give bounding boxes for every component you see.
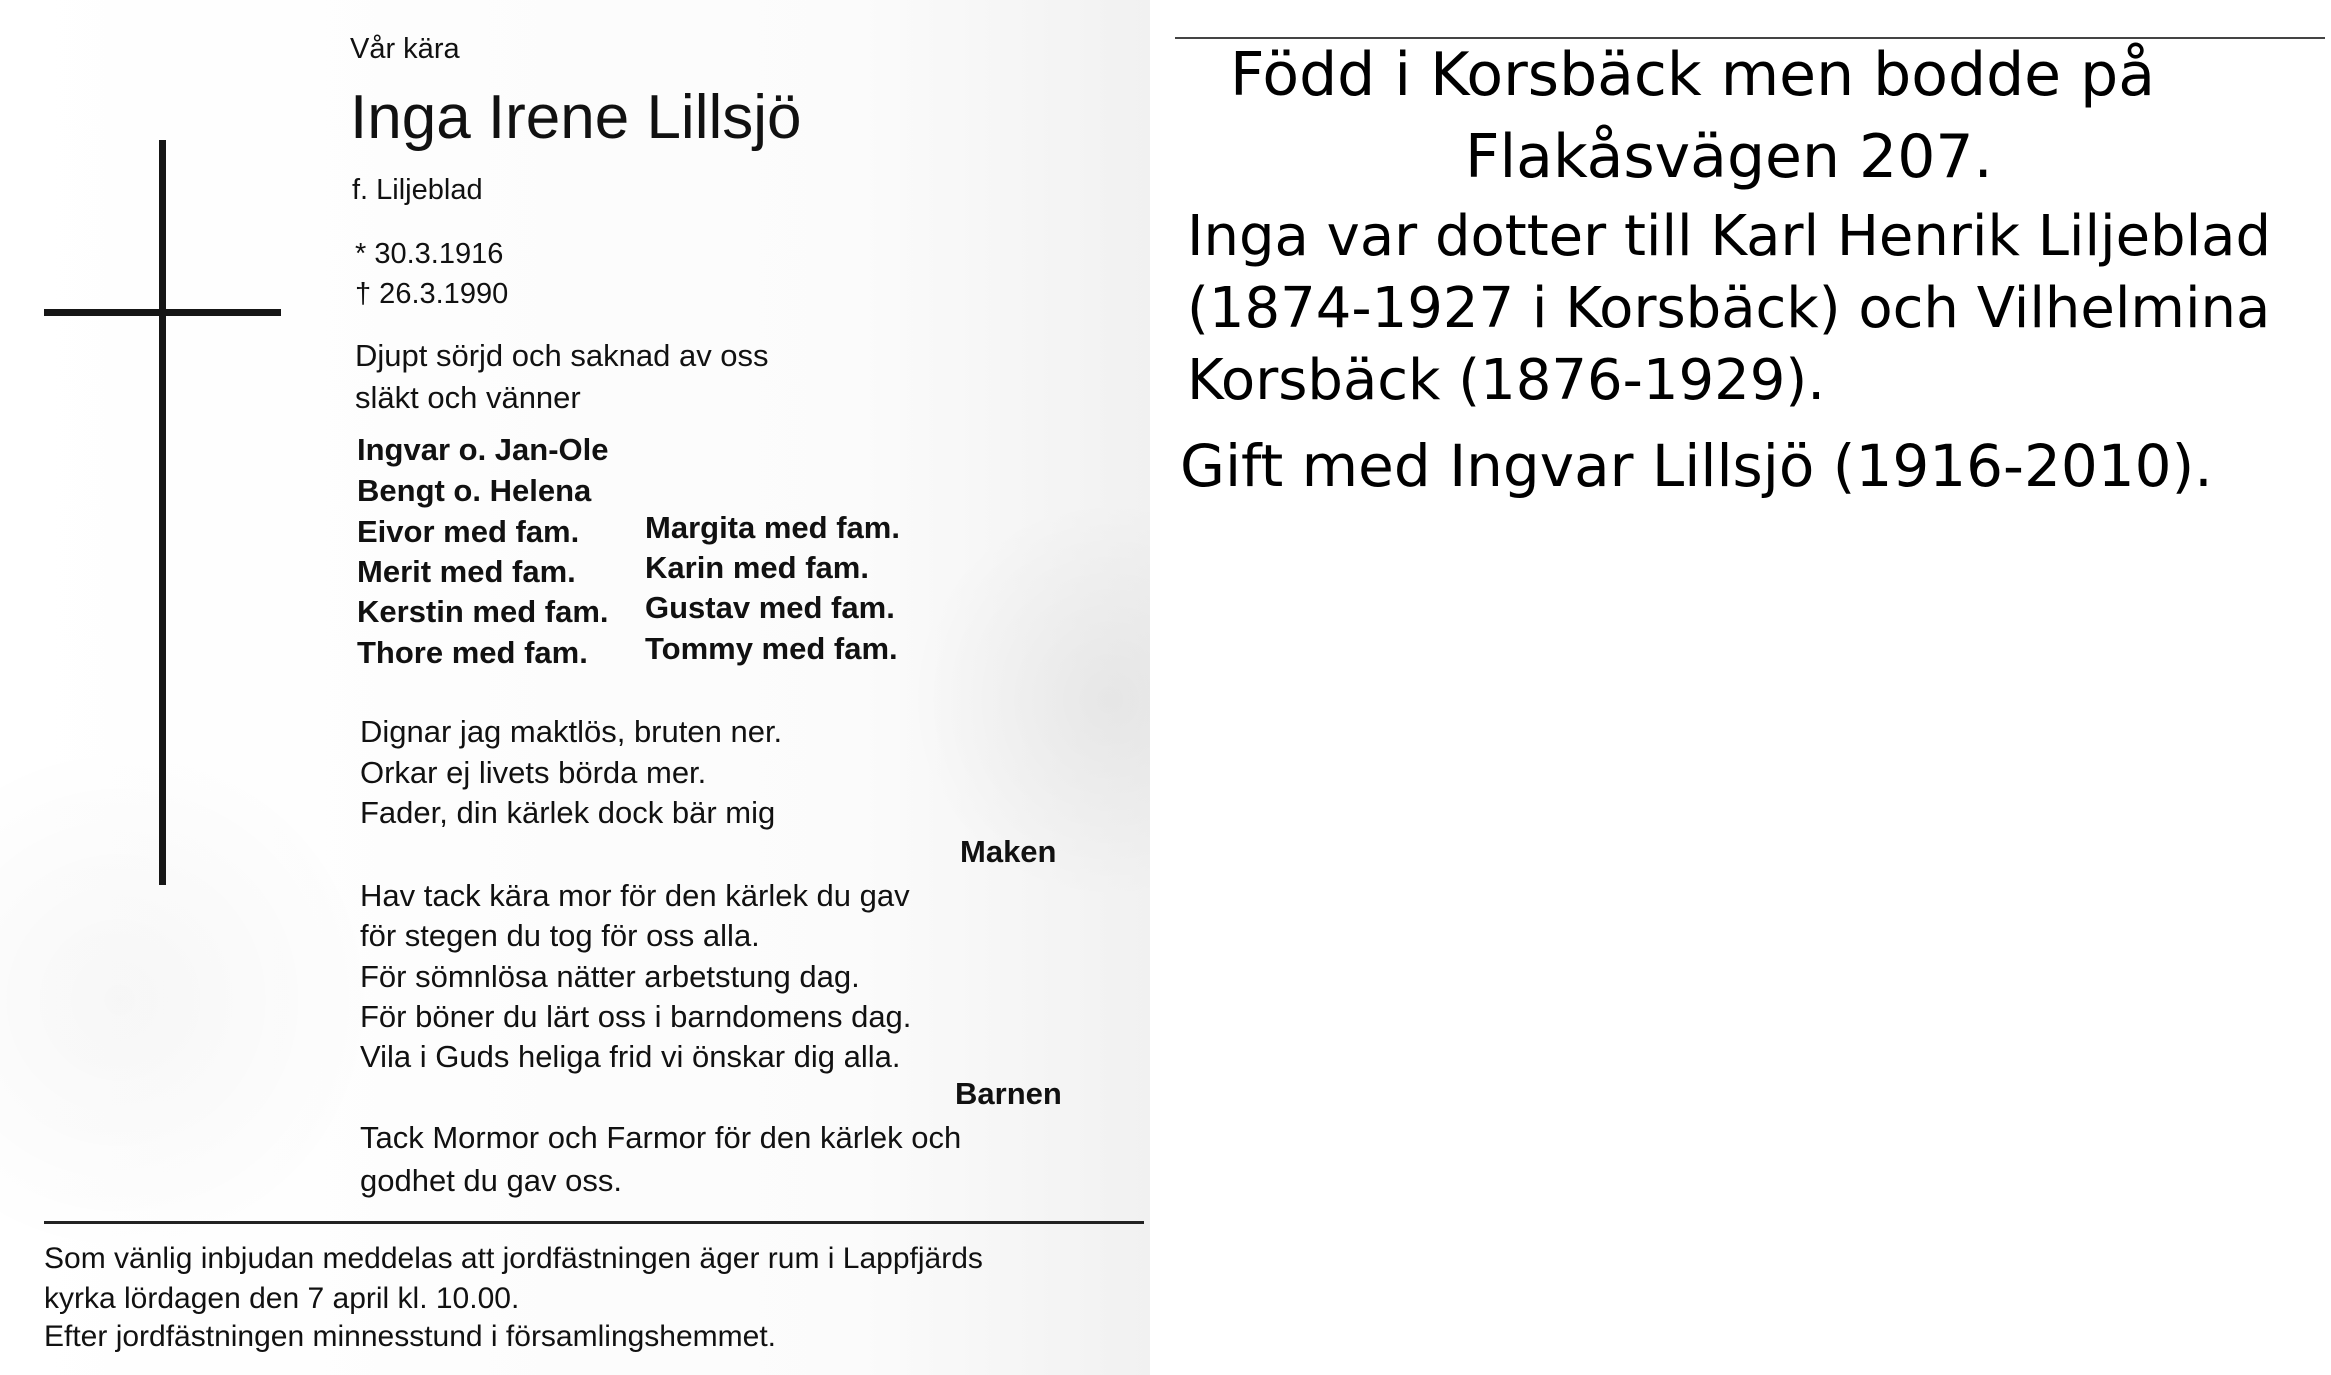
- cross-icon-vertical: [159, 140, 166, 885]
- cross-icon-horizontal: [44, 309, 281, 316]
- verse-line: För böner du lärt oss i barndomens dag.: [360, 999, 912, 1034]
- sorrow-line: släkt och vänner: [355, 380, 581, 415]
- verse-line: För sömnlösa nätter arbetstung dag.: [360, 959, 860, 994]
- note-parents: Inga var dotter till Karl Henrik Liljeblad: [1187, 204, 2271, 269]
- family-member: Karin med fam.: [645, 550, 869, 585]
- death-date: † 26.3.1990: [355, 278, 509, 310]
- verse-signature: Barnen: [955, 1076, 1062, 1111]
- maiden-name: f. Liljeblad: [352, 174, 483, 206]
- family-member: Kerstin med fam.: [357, 594, 609, 629]
- divider: [1175, 37, 2325, 39]
- sorrow-line: Djupt sörjd och saknad av oss: [355, 338, 769, 373]
- verse-line: Vila i Guds heliga frid vi önskar dig alla.: [360, 1039, 901, 1074]
- intro-text: Vår kära: [350, 33, 460, 65]
- verse-line: för stegen du tog för oss alla.: [360, 918, 760, 953]
- family-member: Margita med fam.: [645, 510, 900, 545]
- newspaper-clipping: [0, 0, 1150, 1375]
- birth-date: * 30.3.1916: [355, 238, 504, 270]
- invitation-line: kyrka lördagen den 7 april kl. 10.00.: [44, 1282, 520, 1315]
- divider: [44, 1221, 1144, 1224]
- verse-line: Tack Mormor och Farmor för den kärlek och: [360, 1120, 962, 1155]
- invitation-line: Efter jordfästningen minnesstund i församlingshemmet.: [44, 1320, 777, 1353]
- verse-line: Orkar ej livets börda mer.: [360, 755, 707, 790]
- family-member: Bengt o. Helena: [357, 473, 592, 508]
- verse-line: Fader, din kärlek dock bär mig: [360, 795, 776, 830]
- family-member: Gustav med fam.: [645, 590, 895, 625]
- family-member: Thore med fam.: [357, 635, 588, 670]
- verse-line: Dignar jag maktlös, bruten ner.: [360, 714, 783, 749]
- note-residence: Flakåsvägen 207.: [1465, 122, 1993, 192]
- family-member: Tommy med fam.: [645, 631, 898, 666]
- note-parents: Korsbäck (1876-1929).: [1187, 348, 1826, 413]
- note-residence: Född i Korsbäck men bodde på: [1230, 40, 2155, 110]
- family-member: Eivor med fam.: [357, 514, 580, 549]
- family-member: Ingvar o. Jan-Ole: [357, 432, 609, 467]
- verse-line: Hav tack kära mor för den kärlek du gav: [360, 878, 910, 913]
- note-parents: (1874-1927 i Korsbäck) och Vilhelmina: [1187, 276, 2271, 341]
- deceased-name: Inga Irene Lillsjö: [350, 83, 802, 152]
- family-member: Merit med fam.: [357, 554, 576, 589]
- verse-signature: Maken: [960, 834, 1057, 869]
- note-marriage: Gift med Ingvar Lillsjö (1916-2010).: [1180, 432, 2213, 500]
- invitation-line: Som vänlig inbjudan meddelas att jordfästningen äger rum i Lappfjärds: [44, 1242, 983, 1275]
- verse-line: godhet du gav oss.: [360, 1163, 622, 1198]
